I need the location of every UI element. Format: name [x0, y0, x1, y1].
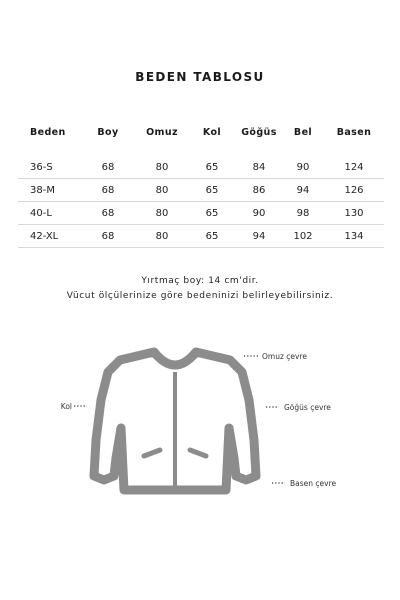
- jacket-measurement-diagram: [0, 340, 400, 510]
- boy-cell: 68: [80, 225, 136, 248]
- size-chart-table: [18, 118, 384, 248]
- omuz-cell: 80: [136, 156, 188, 179]
- omuz-cell: 80: [136, 179, 188, 202]
- slit-length-note: Yırtmaç boy: 14 cm'dir.: [141, 276, 259, 286]
- kol-cell: 65: [188, 202, 236, 225]
- omuz-cell: 80: [136, 202, 188, 225]
- table-row: [18, 202, 384, 225]
- gogus-cell: 84: [236, 156, 282, 179]
- boy-cell: 68: [80, 156, 136, 179]
- shoulder-label: Omuz çevre: [262, 352, 307, 361]
- hip-label: Basen çevre: [290, 479, 337, 488]
- boy-cell: 68: [80, 179, 136, 202]
- size-cell: 42-XL: [18, 225, 80, 248]
- bel-cell: 98: [282, 202, 324, 225]
- kol-cell: 65: [188, 225, 236, 248]
- table-header-row: [18, 118, 384, 146]
- boy-cell: 68: [80, 202, 136, 225]
- sleeve-label: Kol: [60, 402, 72, 411]
- basen-cell: 134: [324, 225, 384, 248]
- basen-cell: 124: [324, 156, 384, 179]
- size-advice-note: Vücut ölçülerinize göre bedeninizi belirleyebilirsiniz.: [66, 291, 334, 301]
- header-basen: Basen: [336, 126, 372, 138]
- header-gogus: Göğüs: [241, 126, 277, 138]
- table-row: [18, 179, 384, 202]
- size-cell: 36-S: [18, 156, 80, 179]
- header-bel: Bel: [293, 126, 313, 138]
- header-omuz: Omuz: [146, 126, 178, 138]
- gogus-cell: 86: [236, 179, 282, 202]
- omuz-cell: 80: [136, 225, 188, 248]
- bel-cell: 90: [282, 156, 324, 179]
- page-title: BEDEN TABLOSU: [135, 70, 265, 84]
- bel-cell: 94: [282, 179, 324, 202]
- header-boy: Boy: [97, 126, 119, 138]
- size-cell: 38-M: [18, 179, 80, 202]
- jacket-illustration: [94, 352, 256, 490]
- basen-cell: 126: [324, 179, 384, 202]
- chest-label: Göğüs çevre: [284, 403, 331, 412]
- table-row: [18, 225, 384, 248]
- bel-cell: 102: [282, 225, 324, 248]
- gogus-cell: 94: [236, 225, 282, 248]
- kol-cell: 65: [188, 156, 236, 179]
- basen-cell: 130: [324, 202, 384, 225]
- size-cell: 40-L: [18, 202, 80, 225]
- kol-cell: 65: [188, 179, 236, 202]
- header-beden: Beden: [30, 126, 66, 138]
- header-kol: Kol: [202, 126, 222, 138]
- table-row: [18, 156, 384, 179]
- gogus-cell: 90: [236, 202, 282, 225]
